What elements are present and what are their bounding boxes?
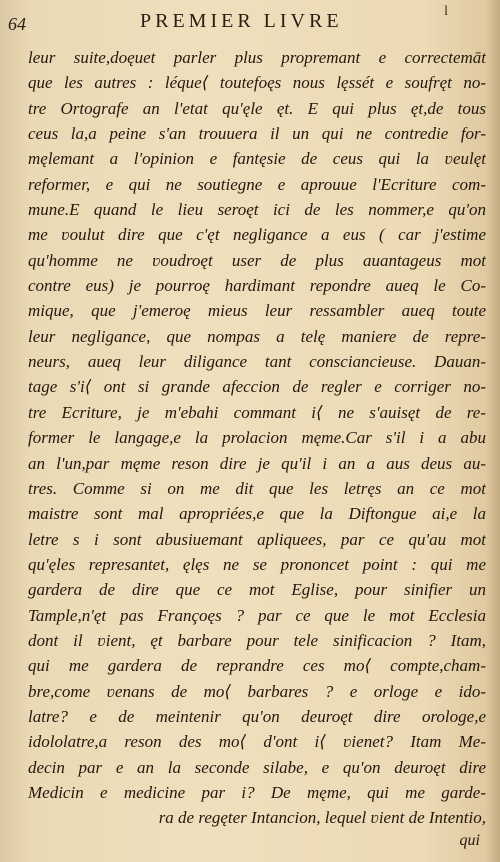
text-line: mique, que j'emeroę mieus leur ressambler aueq toute [28,301,486,321]
text-line: me ʋoulut dire que c'ęt negligance a eus ( car j'estime [28,225,486,245]
page-number: 64 [8,14,26,34]
text-line: tage s'i⟨ ont si grande afeccion de regler e corriger no- [28,377,486,397]
text-line: former le langage,e la prolacion męme.Car s'il i a abu [28,428,486,448]
body-text [28,45,486,831]
text-line: gardera de dire que ce mot Eglise, pour sinifier un [28,580,486,600]
text-line: an l'un,par męme reson dire je qu'il i an a aus deus au- [28,453,486,473]
page-edge-shadow [486,0,500,862]
text-line: dont il ʋient, ęt barbare pour tele sinificacion ? Itam, [28,630,486,650]
corner-mark: l [444,4,448,19]
text-line: reformer, e qui ne soutiegne e aprouue l'Ecriture com- [28,174,486,194]
catchword: qui [459,832,480,849]
text-line: contre eus) je pourroę hardimant repondre aueq le Co- [28,276,486,296]
text-line: ceus la,a peine s'an trouuera il un qui ne contredie for- [28,124,486,144]
text-line: mune.E quand le lieu seroęt ici de les nommer,e qu'on [28,200,486,220]
text-line: leur negligance, que nompas a telę maniere de repre- [28,326,486,346]
text-line: neurs, aueq leur diligance tant consciancieuse. Dauan- [28,352,486,372]
text-line: leur suite,doęuet parler plus propremant e correctemāt [28,48,486,67]
text-line: Tample,n'ęt pas Françoęs ? par ce que le mot Ecclesia [28,605,486,625]
text-line: tre Ortografe an l'etat qu'ęle ęt. E qui plus ęt,de tous [28,98,486,118]
text-line: tres. Comme si on me dit que les letręs an ce mot [28,478,486,498]
text-line: latre? e de meintenir qu'on deuroęt dire orologe,e [28,706,486,726]
text-line: ra de regęter Intancion, lequel ʋient de Intentio, [158,808,486,828]
text-line: maistre sont mal apropriées,e que la Diftongue ai,e la [28,504,486,524]
text-line: tre Ecriture, je m'ebahi commant i⟨ ne s'auisęt de re- [28,402,486,422]
text-line: bre,come ʋenans de mo⟨ barbares ? e orloge e ido- [28,681,486,701]
text-line: qu'ęles represantet, ęlęs ne se prononcet point : qui me [28,554,486,574]
text-line: Medicin e medicine par i? De męme, qui me garde- [28,782,486,802]
text-line: męlemant a l'opinion e fantęsie de ceus qui la ʋeulęt [28,149,486,169]
text-line: qu'homme ne ʋoudroęt user de plus auantageus mot [28,250,486,270]
text-line: decin par e an la seconde silabe, e qu'on deuroęt dire [28,757,486,777]
text-line: letre s i sont abusiuemant apliquees, par ce qu'au mot [28,529,486,549]
running-head: PREMIER LIVRE [140,10,343,32]
text-line: qui me gardera de reprandre ces mo⟨ compte,cham- [28,656,486,676]
text-line: que les autres : léque⟨ toutefoęs nous lęssét e soufręt no- [28,73,486,93]
text-line: idololatre,a reson des mo⟨ d'ont i⟨ ʋienet? Itam Me- [28,732,486,752]
